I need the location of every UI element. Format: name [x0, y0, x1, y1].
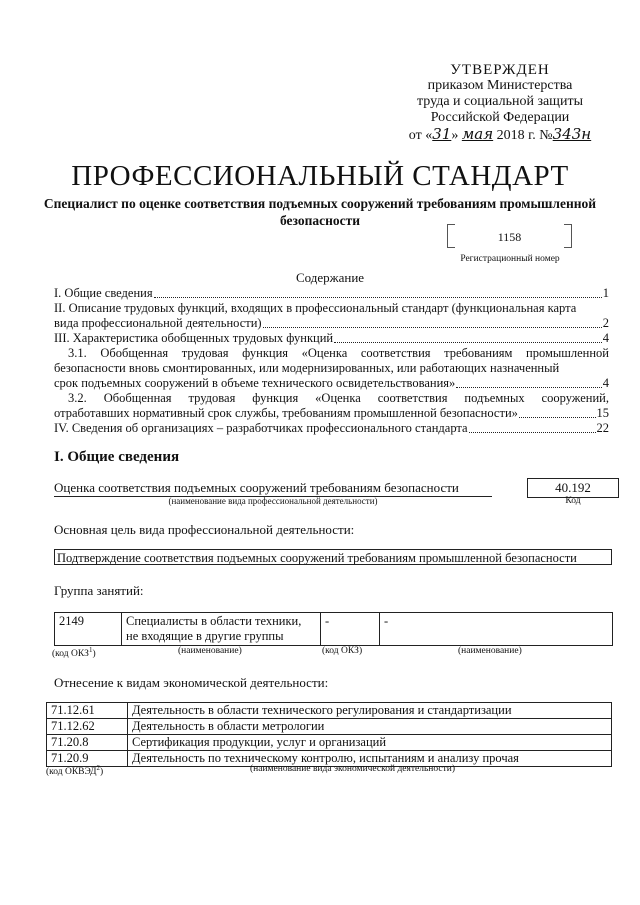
section-heading: I. Общие сведения: [54, 449, 180, 465]
table-row: 71.12.62 Деятельность в области метрологии: [47, 719, 612, 735]
goal-text: Подтверждение соответствия подъемных сооружений требованиям промышленной безопасности: [54, 549, 612, 565]
occ-caption-name: (наименование): [178, 646, 242, 656]
page-title: ПРОФЕССИОНАЛЬНЫЙ СТАНДАРТ: [71, 160, 569, 192]
date-sep: »: [451, 128, 462, 143]
toc-item[interactable]: IV. Сведения об организациях – разработчиках профессионального стандарта 22: [54, 421, 609, 435]
registration-number: 1158: [497, 230, 522, 244]
toc-item[interactable]: 3.1. Обобщенная трудовая функция «Оценка соответствия требованиям промышленной безопасности вновь смонтированных, или модернизированных, или работающих назначенный срок подъемных сооружений в объеме технического освидетельствования» 4: [54, 346, 609, 390]
occ-caption-name-2: (наименование): [458, 646, 522, 656]
registration-label: Регистрационный номер: [460, 254, 560, 264]
toc-item[interactable]: 3.2. Обобщенная трудовая функция «Оценка соответствия подъемных сооружений, отработавших нормативный срок службы, требованиям промышленной безопасности» 15: [54, 391, 609, 420]
okved-caption-code: (код ОКВЭД$^2$): [46, 764, 104, 778]
approval-line-4: Российской Федерации: [430, 110, 570, 125]
occupation-name-2: -: [380, 613, 613, 646]
approval-line-2: приказом Министерства: [427, 78, 573, 93]
contents-heading: Содержание: [295, 270, 365, 285]
activity-code: 40.192: [527, 478, 619, 498]
occupation-code-2: -: [321, 613, 380, 646]
toc-item[interactable]: III. Характеристика обобщенных трудовых функций 4: [54, 331, 609, 345]
occupation-code: 2149: [55, 613, 122, 646]
occupation-name: Специалисты в области техники, не входящие в другие группы: [122, 613, 321, 646]
table-row: 71.20.9 Деятельность по техническому контролю, испытаниям и анализу прочая: [47, 751, 612, 767]
toc-item[interactable]: I. Общие сведения 1: [54, 286, 609, 300]
page-subtitle: Специалист по оценке соответствия подъемных сооружений требованиям промышленной безопасности: [43, 196, 597, 228]
occ-caption-code-2: (код ОКЗ): [322, 646, 363, 656]
table-of-contents: [54, 286, 609, 436]
registration-box: [447, 224, 572, 246]
approval-line-3: труда и социальной защиты: [417, 94, 583, 109]
econ-label: Отнесение к видам экономической деятельности:: [54, 675, 329, 690]
activity-code-caption: Код: [565, 496, 581, 506]
approval-line-1: УТВЕРЖДЕН: [450, 62, 550, 78]
approval-date-line: [380, 126, 620, 144]
okved-caption-name: (наименование вида экономической деятельности): [250, 764, 455, 774]
table-row: 71.12.61 Деятельность в области технического регулирования и стандартизации: [47, 703, 612, 719]
table-row: 71.20.8 Сертификация продукции, услуг и организаций: [47, 735, 612, 751]
group-label: Группа занятий:: [54, 583, 144, 598]
order-number: 343н: [552, 125, 592, 143]
table-row: [55, 613, 613, 646]
activity-kind-name: Оценка соответствия подъемных сооружений требованиям безопасности: [54, 480, 492, 497]
activity-kind-caption: (наименование вида профессиональной деятельности): [168, 496, 378, 506]
occ-caption-code: (код ОКЗ$^1$): [52, 646, 96, 660]
toc-item[interactable]: II. Описание трудовых функций, входящих в профессиональный стандарт (функциональная карта вида профессиональной деятельности) 2: [54, 301, 609, 330]
date-prefix: от «: [408, 128, 433, 143]
approval-block: [380, 62, 620, 144]
date-year: 2018 г. №: [493, 128, 553, 143]
goal-label: Основная цель вида профессиональной деятельности:: [54, 522, 355, 537]
date-month: мая: [461, 125, 494, 143]
okved-table: [46, 702, 612, 767]
occupation-table: [54, 612, 613, 646]
date-day: 31: [432, 125, 452, 143]
